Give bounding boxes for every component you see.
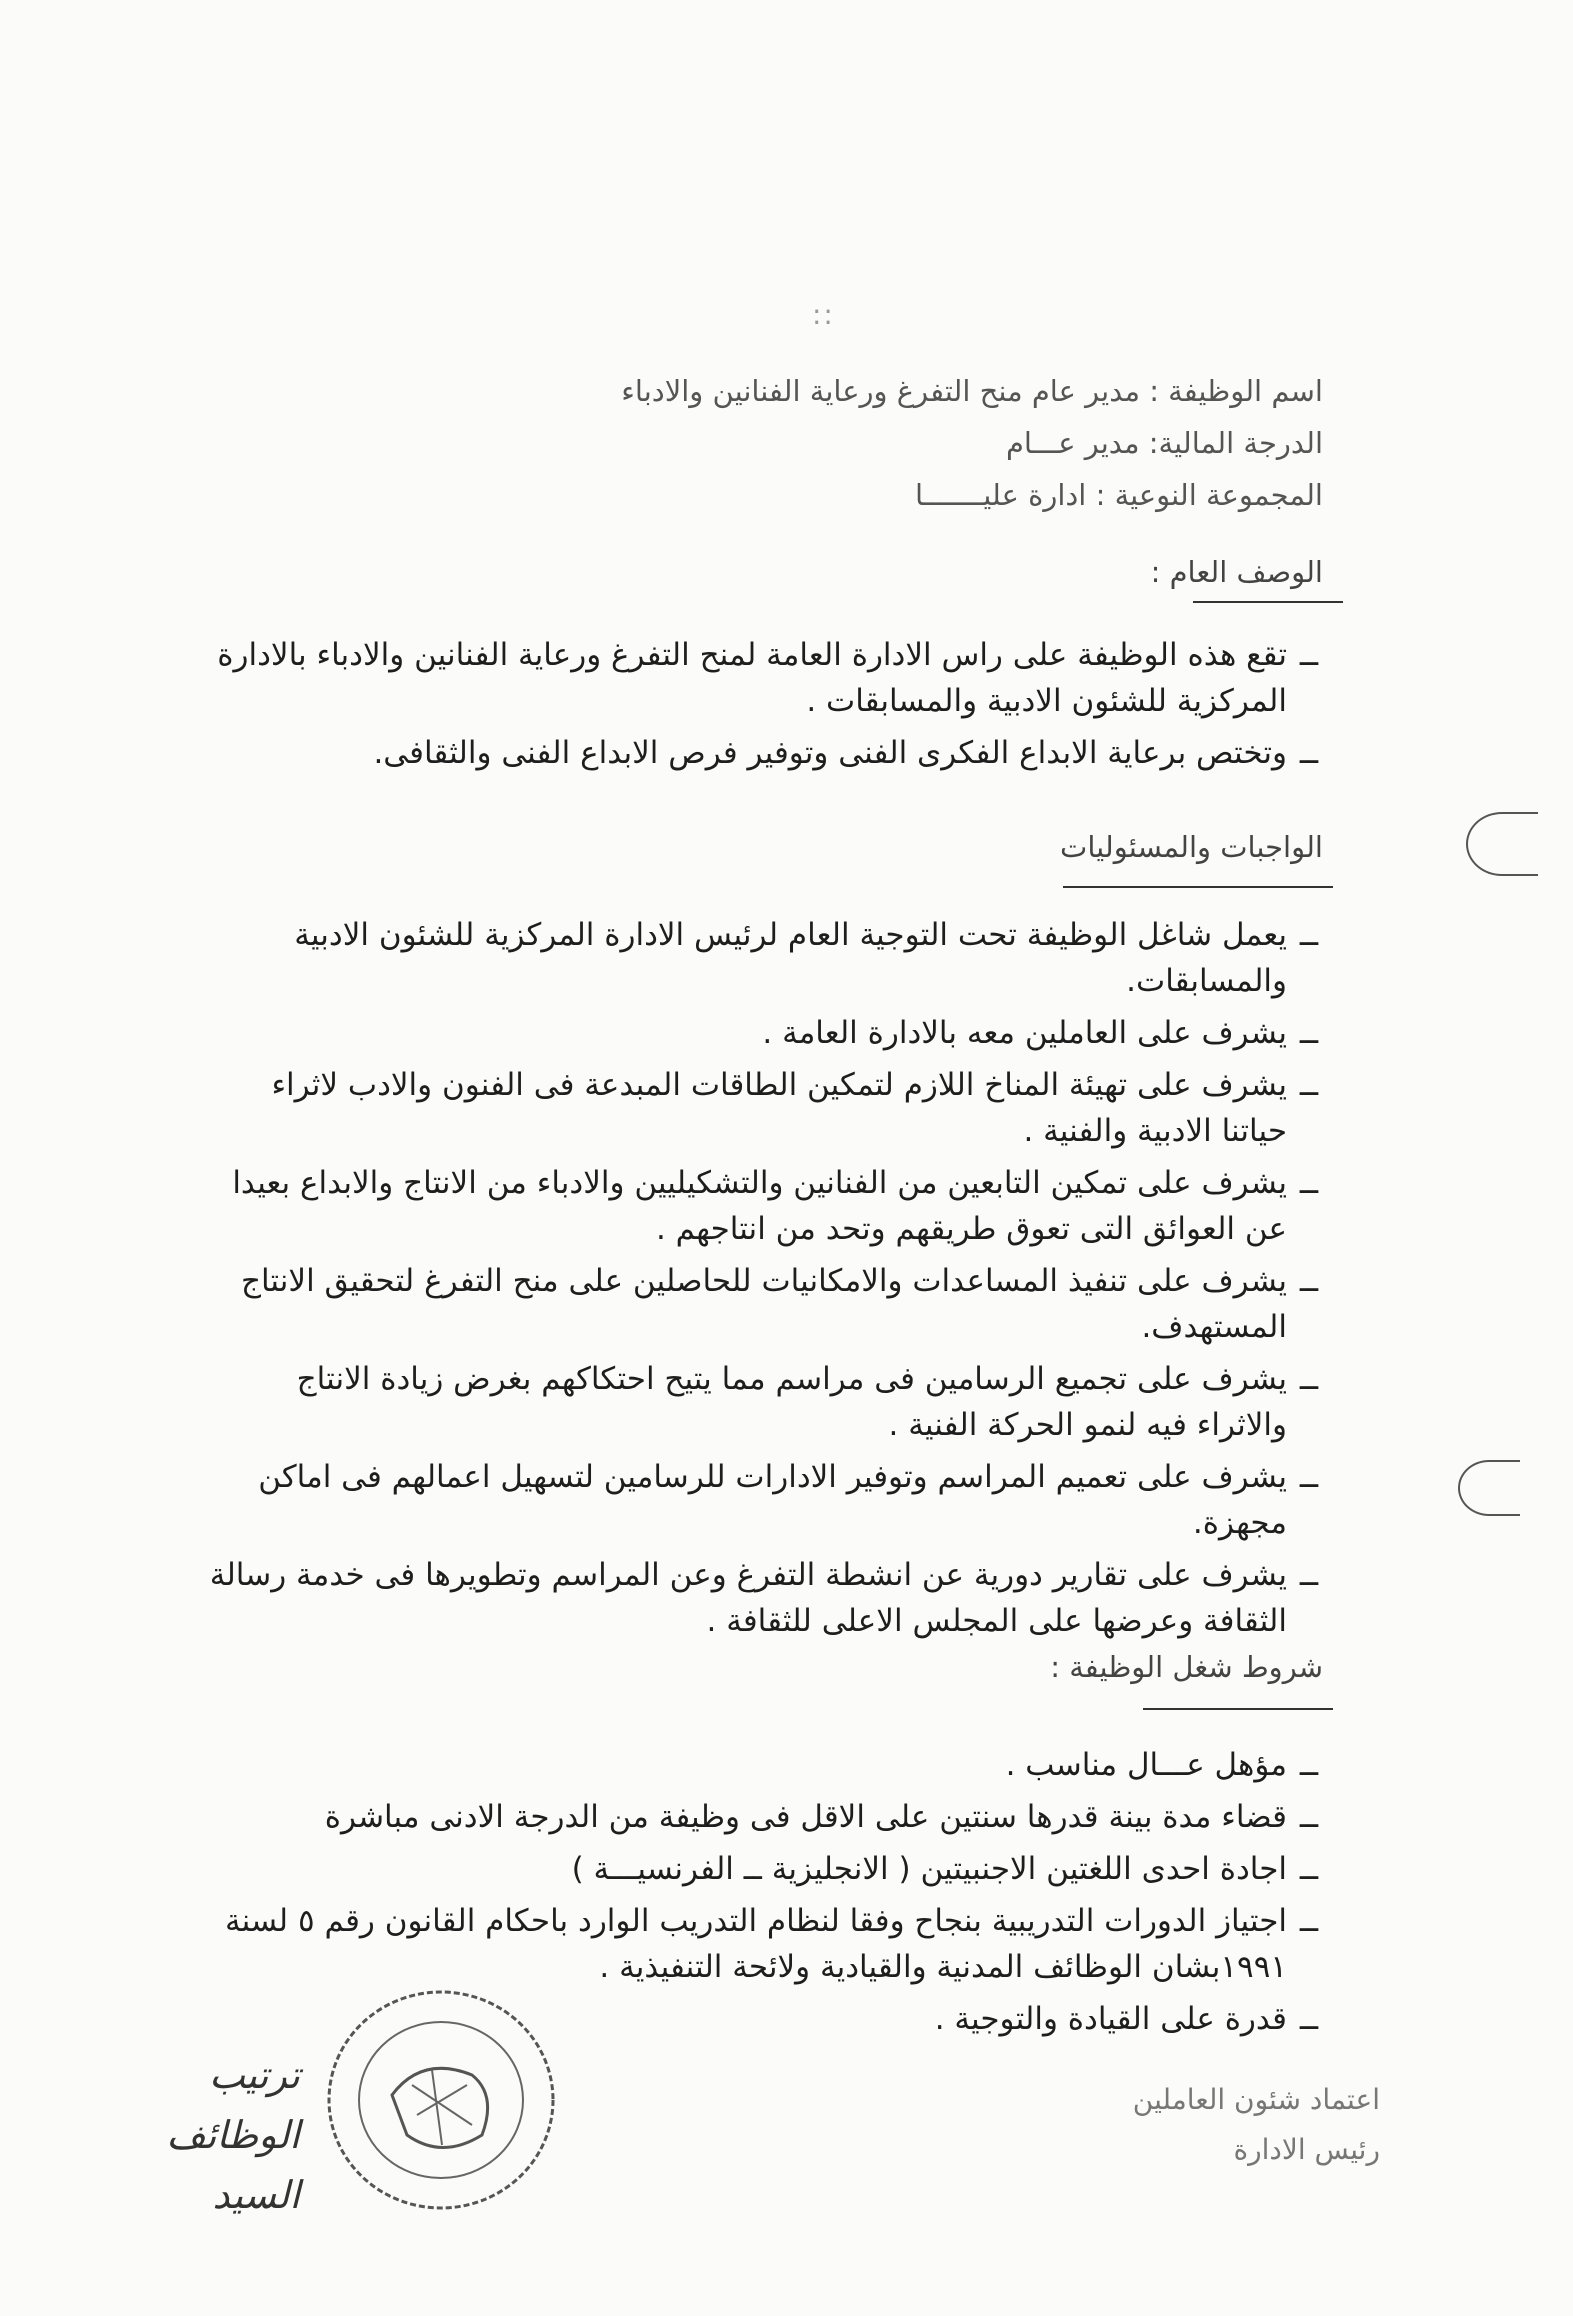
job-group: المجموعة النوعية : ادارة عليـــــــا — [914, 478, 1323, 512]
list-marker: ــ — [1299, 1165, 1319, 1201]
list-item: ــ يشرف على تمكين التابعين من الفنانين والتشكيليين والادباء من الانتاج والابداع بعيدا عن العوائق التى تعوق طريقهم وتحد من انتاجهم . — [203, 1160, 1323, 1252]
list-item: ــ قدرة على القيادة والتوجية . — [203, 1996, 1323, 2042]
list-marker: ــ — [1299, 2001, 1319, 2037]
list-marker: ــ — [1299, 1361, 1319, 1397]
general-description-section — [203, 555, 1323, 603]
list-marker: ــ — [1299, 637, 1319, 673]
list-marker: ــ — [1299, 1799, 1319, 1835]
list-item: ــ تقع هذه الوظيفة على راس الادارة العامة لمنح التفرغ ورعاية الفنانين والادباء بالادارة المركزية للشئون الادبية والمسابقات . — [203, 632, 1323, 724]
job-grade: الدرجة المالية: مدير عـــام — [1005, 426, 1323, 460]
list-item: ــ يعمل شاغل الوظيفة تحت التوجية العام لرئيس الادارة المركزية للشئون الادبية والمسابقات. — [203, 912, 1323, 1004]
list-item: ــ يشرف على تهيئة المناخ اللازم لتمكين الطاقات المبدعة فى الفنون والادب لاثراء حياتنا الادبية والفنية . — [203, 1062, 1323, 1154]
signature-left — [70, 2045, 300, 2217]
signature-right-line1: اعتماد شئون العاملين — [1132, 2083, 1380, 2116]
list-item: ــ يشرف على تعميم المراسم وتوفير الادارات للرسامين لتسهيل اعمالهم فى اماكن مجهزة. — [203, 1454, 1323, 1546]
list-marker: ــ — [1299, 1067, 1319, 1103]
signature-right — [960, 2075, 1380, 2185]
list-item: ــ يشرف على تقارير دورية عن انشطة التفرغ وعن المراسم وتطويرها فى خدمة رسالة الثقافة وعرضها على المجلس الاعلى للثقافة . — [203, 1552, 1323, 1644]
list-item: ــ يشرف على تنفيذ المساعدات والامكانيات للحاصلين على منح التفرغ لتحقيق الانتاج المستهدف. — [203, 1258, 1323, 1350]
signature-right-line2: رئيس الادارة — [1233, 2133, 1380, 2166]
signature-left-line1: ترتيب الوظائف — [166, 2053, 300, 2157]
list-marker: ــ — [1299, 1747, 1319, 1783]
list-marker: ــ — [1299, 1015, 1319, 1051]
duties-title: الواجبات والمسئوليات — [1060, 830, 1323, 864]
duties-section — [203, 830, 1323, 888]
requirements-title: شروط شغل الوظيفة : — [1050, 1650, 1323, 1684]
general-description-list — [203, 632, 1323, 782]
signature-left-line2: السيد — [212, 2173, 300, 2217]
list-item: ــ اجادة احدى اللغتين الاجنبيتين ( الانجليزية ــ الفرنسيـــة ) — [203, 1846, 1323, 1892]
section-underline — [1143, 1708, 1333, 1710]
list-marker: ــ — [1299, 735, 1319, 771]
duties-list — [203, 912, 1323, 1650]
list-item: ــ قضاء مدة بينة قدرها سنتين على الاقل فى وظيفة من الدرجة الادنى مباشرة — [203, 1794, 1323, 1840]
punch-hole-mark — [1466, 812, 1538, 876]
header-info — [203, 365, 1323, 521]
list-marker: ــ — [1299, 1903, 1319, 1939]
section-underline — [1063, 886, 1333, 888]
job-title: اسم الوظيفة : مدير عام منح التفرغ ورعاية الفنانين والادباء — [621, 374, 1323, 408]
list-marker: ــ — [1299, 1851, 1319, 1887]
list-marker: ــ — [1299, 1263, 1319, 1299]
general-description-title: الوصف العام : — [1150, 555, 1323, 589]
list-item: ــ يشرف على العاملين معه بالادارة العامة . — [203, 1010, 1323, 1056]
list-marker: ــ — [1299, 1557, 1319, 1593]
punch-hole-mark — [1458, 1460, 1520, 1516]
list-item: ــ مؤهل عـــال مناسب . — [203, 1742, 1323, 1788]
list-item: ــ اجتياز الدورات التدريبية بنجاح وفقا لنظام التدريب الوارد باحكام القانون رقم ٥ لسنة ١٩٩١بشان الوظائف المدنية والقيادية ولائحة التنفيذية . — [203, 1898, 1323, 1990]
list-marker: ــ — [1299, 1459, 1319, 1495]
requirements-section — [203, 1650, 1323, 1710]
page-mark: :: — [812, 298, 835, 331]
list-item: ــ وتختص برعاية الابداع الفكرى الفنى وتوفير فرص الابداع الفنى والثقافى. — [203, 730, 1323, 776]
section-underline — [1193, 601, 1343, 603]
list-item: ــ يشرف على تجميع الرسامين فى مراسم مما يتيح احتكاكهم بغرض زيادة الانتاج والاثراء فيه لنمو الحركة الفنية . — [203, 1356, 1323, 1448]
official-seal-icon — [322, 1985, 560, 2215]
list-marker: ــ — [1299, 917, 1319, 953]
